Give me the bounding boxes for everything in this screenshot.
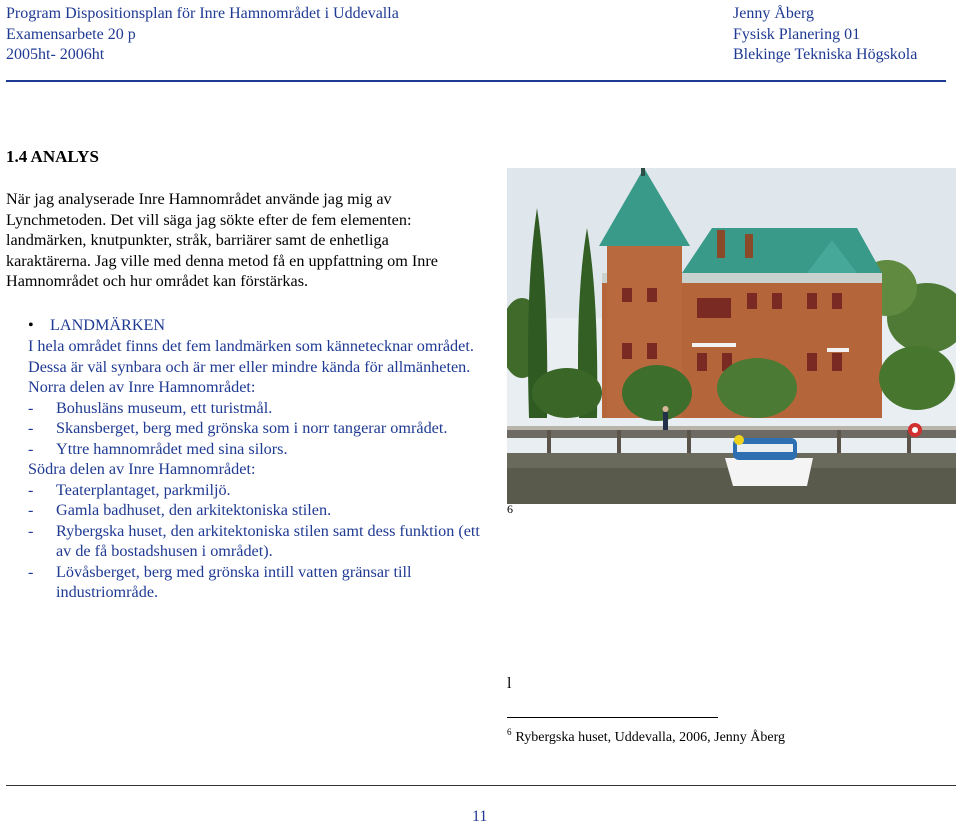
header-author: Jenny Åberg: [733, 5, 815, 22]
list-item: [28, 480, 488, 501]
footer-divider: [6, 785, 956, 786]
list-item-text: Rybergska huset, den arkitektoniska stilen samt dess funktion (ett av de få bostadshusen i området).: [56, 521, 480, 560]
north-list: [28, 398, 488, 460]
landmarks-heading: [28, 315, 165, 336]
intro-paragraph: När jag analyserade Inre Hamnområdet använde jag mig av Lynchmetoden. Det vill säga jag sökte efter de fem elementen: landmärken, knutpunkter, stråk, barriärer samt de enhetliga karaktärerna. Jag ville med denna metod få en uppfattning om Inre Hamnområdet och hur området kan förstärkas.: [6, 190, 438, 290]
list-item: [28, 521, 488, 562]
dash-marker: -: [28, 398, 34, 417]
south-list: [28, 480, 488, 603]
dash-marker: -: [28, 480, 34, 499]
footnote-text: Rybergska huset, Uddevalla, 2006, Jenny Åberg: [515, 730, 786, 745]
dash-marker: -: [28, 419, 34, 437]
list-item: [28, 500, 488, 521]
list-item-text: Teaterplantaget, parkmiljö.: [56, 480, 231, 499]
header-document-title: Program Dispositionsplan för Inre Hamnområdet i Uddevalla: [6, 5, 399, 22]
rybergska-house-photo: [507, 168, 956, 504]
dash-marker: -: [28, 562, 34, 581]
dash-marker: -: [28, 501, 34, 519]
header-course: Examensarbete 20 p: [6, 25, 136, 43]
landmarks-body: [28, 336, 488, 603]
list-item: [28, 562, 488, 603]
south-heading: Södra delen av Inre Hamnområdet:: [28, 460, 256, 478]
header-right: [733, 4, 917, 66]
header-term: 2005ht- 2006ht: [6, 46, 105, 63]
dash-marker: -: [28, 439, 34, 458]
bullet-icon: •: [28, 316, 34, 334]
list-item: [28, 439, 488, 460]
page-number: 11: [472, 808, 488, 825]
list-item-text: Yttre hamnområdet med sina silors.: [56, 439, 288, 458]
list-item: [28, 398, 488, 419]
list-item: [28, 418, 488, 439]
dash-marker: -: [28, 521, 34, 540]
north-heading: Norra delen av Inre Hamnområdet:: [28, 378, 256, 396]
list-item-text: Bohusläns museum, ett turistmål.: [56, 398, 273, 417]
list-item-text: Skansberget, berg med grönska som i norr tangerar området.: [56, 419, 448, 437]
header-school: Blekinge Tekniska Högskola: [733, 46, 918, 63]
footnote: [507, 727, 785, 746]
list-item-text: Gamla badhuset, den arkitektoniska stilen.: [56, 501, 332, 519]
section-title: 1.4 ANALYS: [6, 147, 99, 166]
header-program: Fysisk Planering 01: [733, 25, 861, 43]
landmarks-heading-text: LANDMÄRKEN: [50, 316, 166, 334]
list-item-text: Lövåsberget, berg med grönska intill vatten gränsar till industriområde.: [56, 562, 412, 601]
footnote-reference: 6: [507, 502, 513, 516]
stray-mark: l: [507, 675, 512, 692]
photo-illustration: [507, 168, 956, 504]
footnote-divider: [507, 717, 718, 718]
footnote-number: 6: [507, 727, 512, 737]
landmarks-description: I hela området finns det fem landmärken som kännetecknar området. Dessa är väl synbara och är mer eller mindre kända för allmänheten.: [28, 337, 474, 376]
header-divider: [6, 80, 946, 82]
header-left: [6, 4, 399, 66]
